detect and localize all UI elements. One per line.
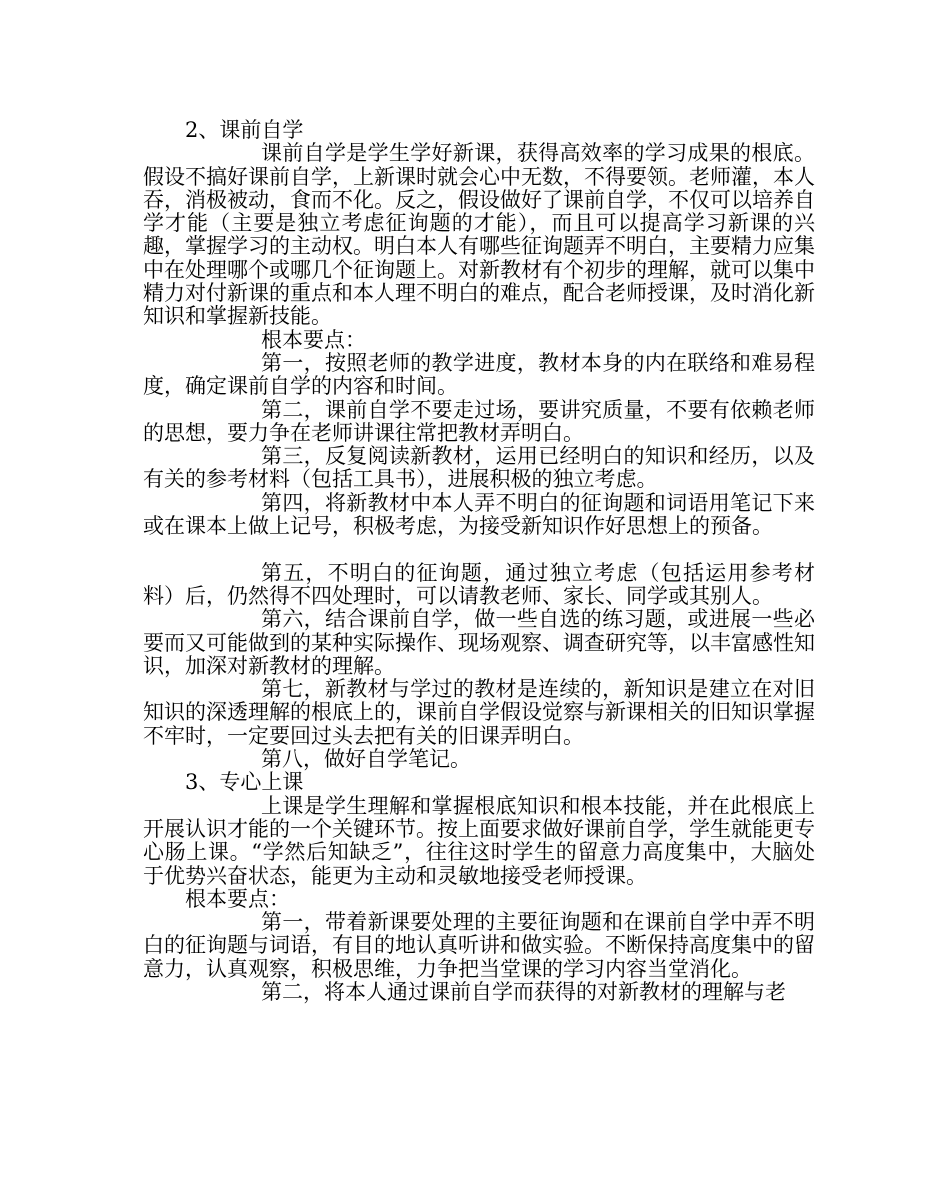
point-item: 第二，课前自学不要走过场，要讲究质量，不要有依赖老师的思想，要力争在老师讲课往常把教材弄明白。 xyxy=(143,397,815,445)
point-item: 第三，反复阅读新教材，运用已经明白的知识和经历，以及有关的参考材料（包括工具书），进展积极的独立考虑。 xyxy=(143,444,815,492)
document-body xyxy=(143,119,815,1004)
blank-line xyxy=(143,538,815,561)
paragraph: 课前自学是学生学好新课，获得高效率的学习成果的根底。假设不搞好课前自学，上新课时就会心中无数，不得要领。老师灌，本人吞，消极被动，食而不化。反之，假设做好了课前自学，不仅可以培养自学才能（主要是独立考虑征询题的才能），而且可以提高学习新课的兴趣，掌握学习的主动权。明白本人有哪些征询题弄不明白，主要精力应集中在处理哪个或哪几个征询题上。对新教材有个初步的理解，就可以集中精力对付新课的重点和本人理不明白的难点，配合老师授课，及时消化新知识和掌握新技能。 xyxy=(143,141,815,329)
point-item: 第五，不明白的征询题，通过独立考虑（包括运用参考材料）后，仍然得不四处理时，可以请教老师、家长、同学或其别人。 xyxy=(143,560,815,608)
point-item: 第七，新教材与学过的教材是连续的，新知识是建立在对旧知识的深透理解的根底上的，课前自学假设觉察与新课相关的旧知识掌握不牢时，一定要回过头去把有关的旧课弄明白。 xyxy=(143,677,815,748)
point-item: 第四，将新教材中本人弄不明白的征询题和词语用笔记下来或在课本上做上记号，积极考虑，为接受新知识作好思想上的预备。 xyxy=(143,490,815,539)
basic-points-label: 根本要点： xyxy=(185,886,290,911)
point-item: 第二，将本人通过课前自学而获得的对新教材的理解与老 xyxy=(261,979,786,1004)
point-item: 第一，带着新课要处理的主要征询题和在课前自学中弄不明白的征询题与词语，有目的地认真听讲和做实验。不断保持高度集中的留意力，认真观察，积极思维，力争把当堂课的学习内容当堂消化。 xyxy=(143,910,815,981)
basic-points-label: 根本要点： xyxy=(261,327,366,352)
point-item: 第八，做好自学笔记。 xyxy=(261,747,471,772)
section-heading-attend-class: 3、专心上课 xyxy=(185,770,304,795)
paragraph: 上课是学生理解和掌握根底知识和根本技能，并在此根底上开展认识才能的一个关键环节。按上面要求做好课前自学，学生就能更专心肠上课。“学然后知缺乏”，往往这时学生的留意力高度集中，大脑处于优势兴奋状态，能更为主动和灵敏地接受老师授课。 xyxy=(143,793,815,888)
point-item: 第六，结合课前自学，做一些自选的练习题，或进展一些必要而又可能做到的某种实际操作、现场观察、调查研究等，以丰富感性知识，加深对新教材的理解。 xyxy=(143,607,815,678)
point-item: 第一，按照老师的教学进度，教材本身的内在联络和难易程度，确定课前自学的内容和时间。 xyxy=(143,350,815,399)
section-heading-self-study: 2、课前自学 xyxy=(185,118,304,142)
